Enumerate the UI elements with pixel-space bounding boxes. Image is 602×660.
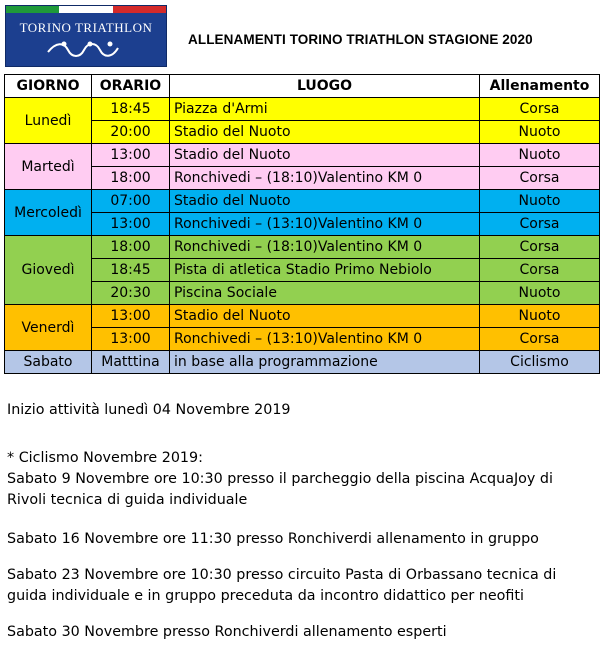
schedule-body [5, 98, 600, 374]
ciclismo-session-4: Sabato 30 Novembre presso Ronchiverdi allenamento esperti [7, 624, 447, 640]
training-type-cell: Corsa [480, 167, 600, 190]
training-type-cell: Corsa [480, 98, 600, 121]
flag-green [6, 6, 59, 13]
flag-white [59, 6, 112, 13]
place-cell: Stadio del Nuoto [170, 190, 480, 213]
training-type-cell: Nuoto [480, 282, 600, 305]
day-cell: Martedì [5, 144, 92, 190]
place-cell: Ronchivedi – (13:10)Valentino KM 0 [170, 213, 480, 236]
ciclismo-session-2: Sabato 16 Novembre ore 11:30 presso Ronchiverdi allenamento in gruppo [7, 531, 539, 547]
place-cell: in base alla programmazione [170, 351, 480, 374]
time-cell: 18:00 [92, 167, 170, 190]
table-row [5, 236, 600, 259]
table-row [5, 190, 600, 213]
time-cell: 18:45 [92, 259, 170, 282]
time-cell: 13:00 [92, 213, 170, 236]
start-note: Inizio attività lunedì 04 Novembre 2019 [7, 402, 291, 418]
day-cell: Mercoledì [5, 190, 92, 236]
day-cell: Sabato [5, 351, 92, 374]
flag-red [113, 6, 166, 13]
time-cell: 18:45 [92, 98, 170, 121]
ciclismo-heading: * Ciclismo Novembre 2019: [7, 450, 203, 466]
table-row [5, 144, 600, 167]
place-cell: Stadio del Nuoto [170, 305, 480, 328]
time-cell: 13:00 [92, 305, 170, 328]
table-row [5, 305, 600, 328]
table-header-row [5, 75, 600, 98]
training-type-cell: Corsa [480, 236, 600, 259]
training-type-cell: Nuoto [480, 305, 600, 328]
table-row [5, 167, 600, 190]
place-cell: Ronchivedi – (13:10)Valentino KM 0 [170, 328, 480, 351]
table-row [5, 121, 600, 144]
page-title: ALLENAMENTI TORINO TRIATHLON STAGIONE 2020 [188, 32, 533, 47]
place-cell: Piazza d'Armi [170, 98, 480, 121]
table-row [5, 282, 600, 305]
place-cell: Ronchivedi – (18:10)Valentino KM 0 [170, 167, 480, 190]
place-cell: Ronchivedi – (18:10)Valentino KM 0 [170, 236, 480, 259]
time-cell: 20:00 [92, 121, 170, 144]
time-cell: 07:00 [92, 190, 170, 213]
place-cell: Stadio del Nuoto [170, 144, 480, 167]
ciclismo-session-1: Sabato 9 Novembre ore 10:30 presso il parcheggio della piscina AcquaJoy di Rivoli tecnica di guida individuale [7, 471, 553, 508]
training-type-cell: Ciclismo [480, 351, 600, 374]
logo-text: TORINO TRIATHLON [19, 20, 153, 35]
training-type-cell: Nuoto [480, 121, 600, 144]
table-row [5, 213, 600, 236]
schedule-table [4, 74, 600, 374]
training-type-cell: Corsa [480, 259, 600, 282]
ciclismo-session-3: Sabato 23 Novembre ore 10:30 presso circuito Pasta di Orbassano tecnica di guida individuale e in gruppo preceduta da incontro didattico per neofiti [7, 567, 557, 604]
triathlon-swirl-icon [46, 38, 126, 60]
table-row [5, 98, 600, 121]
time-cell: 13:00 [92, 328, 170, 351]
place-cell: Stadio del Nuoto [170, 121, 480, 144]
day-cell: Venerdì [5, 305, 92, 351]
torino-triathlon-logo [5, 5, 167, 67]
column-header-luogo: LUOGO [170, 75, 480, 98]
day-cell: Lunedì [5, 98, 92, 144]
training-type-cell: Corsa [480, 213, 600, 236]
table-row [5, 328, 600, 351]
table-row [5, 351, 600, 374]
day-cell: Giovedì [5, 236, 92, 305]
training-type-cell: Nuoto [480, 144, 600, 167]
column-header-allenamento: Allenamento [480, 75, 600, 98]
italian-flag-stripe [6, 6, 166, 13]
time-cell: 20:30 [92, 282, 170, 305]
place-cell: Pista di atletica Stadio Primo Nebiolo [170, 259, 480, 282]
table-row [5, 259, 600, 282]
time-cell: Matttina [92, 351, 170, 374]
place-cell: Piscina Sociale [170, 282, 480, 305]
time-cell: 13:00 [92, 144, 170, 167]
column-header-giorno: GIORNO [5, 75, 92, 98]
time-cell: 18:00 [92, 236, 170, 259]
column-header-orario: ORARIO [92, 75, 170, 98]
training-type-cell: Corsa [480, 328, 600, 351]
training-type-cell: Nuoto [480, 190, 600, 213]
